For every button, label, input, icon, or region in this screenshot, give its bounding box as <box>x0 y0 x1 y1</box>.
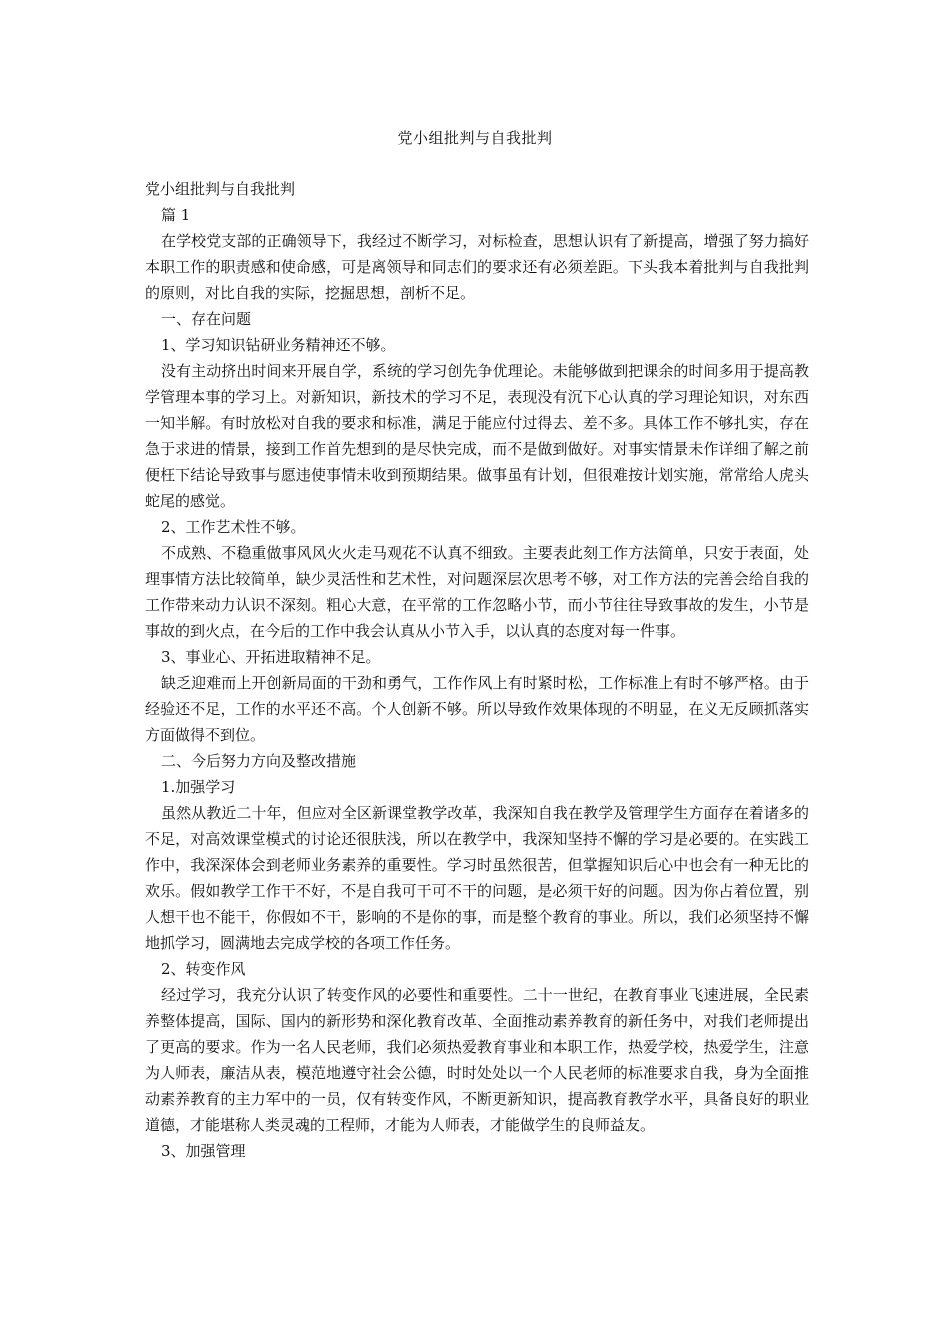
section-label: 篇 1 <box>161 206 191 224</box>
heading: 二、今后努力方向及整改措施 <box>161 752 357 770</box>
paragraph: 经过学习，我充分认识了转变作风的必要性和重要性。二十一世纪，在教育事业飞速进展，全民素养整体提高，国际、国内的新形势和深化教育改革、全面推动素养教育的新任务中，对我们老师提出了更高的要求。作为一名人民老师，我们必须热爱教育事业和本职工作，热爱学校，热爱学生，注意为人师表，廉洁从表，模范地遵守社会公德，时时处处以一个人民老师的标准要求自我，身为全面推动素养教育的主力军中的一员，仅有转变作风，不断更新知识，提高教育教学水平，具备良好的职业道德，才能堪称人类灵魂的工程师，才能为人师表，才能做学生的良师益友。 <box>145 986 809 1134</box>
subheading: 1、学习知识钻研业务精神还不够。 <box>161 336 396 354</box>
paragraph: 在学校党支部的正确领导下，我经过不断学习，对标检查，思想认识有了新提高，增强了努力搞好本职工作的职责感和使命感，可是离领导和同志们的要求还有必须差距。下头我本着批判与自我批判的原则，对比自我的实际，挖掘思想，剖析不足。 <box>145 232 809 302</box>
paragraph: 虽然从教近二十年，但应对全区新课堂教学改革，我深知自我在教学及管理学生方面存在着诸多的不足，对高效课堂模式的讨论还很肤浅，所以在教学中，我深知坚持不懈的学习是必要的。在实践工作中，我深深体会到老师业务素养的重要性。学习时虽然很苦，但掌握知识后心中也会有一种无比的欢乐。假如教学工作干不好，不是自我可干可不干的问题，是必须干好的问题。因为你占着位置，别人想干也不能干，你假如不干，影响的不是你的事，而是整个教育的事业。所以，我们必须坚持不懈地抓学习，圆满地去完成学校的各项工作任务。 <box>145 804 809 952</box>
subheading: 2、工作艺术性不够。 <box>161 518 306 536</box>
heading: 一、存在问题 <box>161 310 252 328</box>
document-subtitle: 党小组批判与自我批判 <box>145 180 296 198</box>
document-title: 党小组批判与自我批判 <box>397 129 553 147</box>
subheading: 1.加强学习 <box>161 778 236 796</box>
subheading: 2、转变作风 <box>161 960 246 978</box>
paragraph: 没有主动挤出时间来开展自学，系统的学习创先争优理论。未能够做到把课余的时间多用于提高教学管理本事的学习上。对新知识，新技术的学习不足，表现没有沉下心认真的学习理论知识，对东西一知半解。有时放松对自我的要求和标准，满足于能应付过得去、差不多。具体工作不够扎实，存在急于求进的情景，接到工作首先想到的是尽快完成，而不是做到做好。对事实情景未作详细了解之前便枉下结论导致事与愿违使事情未收到预期结果。做事虽有计划，但很难按计划实施，常常给人虎头蛇尾的感觉。 <box>145 362 809 510</box>
subheading: 3、事业心、开拓进取精神不足。 <box>161 648 381 666</box>
document-body <box>145 176 809 1164</box>
subheading: 3、加强管理 <box>161 1142 246 1160</box>
paragraph: 不成熟、不稳重做事风风火火走马观花不认真不细致。主要表此刻工作方法简单，只安于表面，处理事情方法比较简单，缺少灵活性和艺术性，对问题深层次思考不够，对工作方法的完善会给自我的工作带来动力认识不深刻。粗心大意，在平常的工作忽略小节，而小节往往导致事故的发生，小节是事故的到火点，在今后的工作中我会认真从小节入手，以认真的态度对每一件事。 <box>145 544 809 640</box>
paragraph: 缺乏迎难而上开创新局面的干劲和勇气，工作作风上有时紧时松，工作标准上有时不够严格。由于经验还不足，工作的水平还不高。个人创新不够。所以导致作效果体现的不明显，在义无反顾抓落实方面做得不到位。 <box>145 674 809 744</box>
